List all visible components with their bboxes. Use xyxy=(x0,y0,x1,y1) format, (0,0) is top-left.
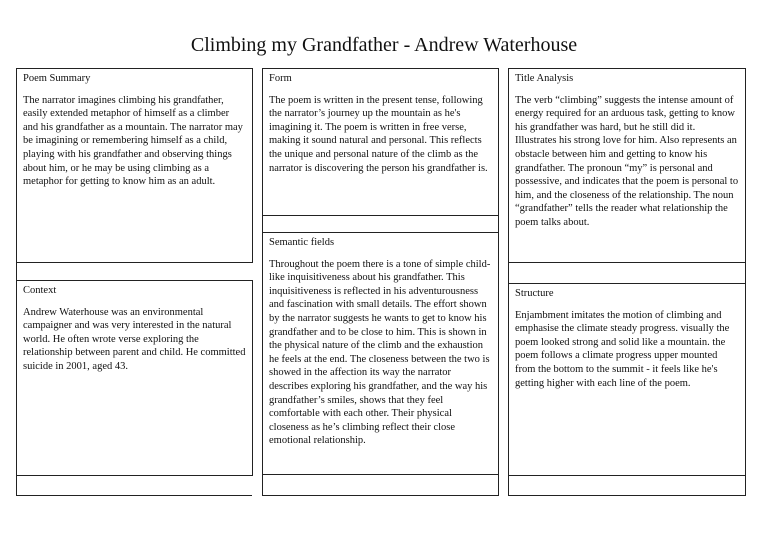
context-text: Andrew Waterhouse was an environmental campaigner and was very interested in the natural world. He often wrote verse exploring the relationship between parent and child. He committed suicide in 2001, aged 43. xyxy=(23,306,246,372)
poem-summary-box xyxy=(16,68,253,263)
title-analysis-box xyxy=(508,68,746,263)
title-analysis-heading: Title Analysis xyxy=(515,73,574,84)
structure-text: Enjambment imitates the motion of climbing and emphasise the climate steady progress. visually the poem looked strong and solid like a mountain. the poem follows a climate progress upper mounted from the bottom to the summit - it feels like he's getting higher with each line of the poem. xyxy=(515,309,730,389)
poem-summary-heading: Poem Summary xyxy=(23,73,91,84)
title-analysis-text: The verb “climbing” suggests the intense amount of energy required for an arduous task, getting to know his grandfather was hard, but he still did it. Illustrates his strong love for him. Also represents an obstacle between him and getting to know his grandfather. The pronoun “my” is personal and possessive, and indicates that the poem is personal to him, and the closeness of the relationship. The noun “grandfather” tells the reader what relationship the poem talks about. xyxy=(515,94,739,228)
form-text: The poem is written in the present tense, following the narrator’s journey up the mountain as he's imagining it. The poem is written in free verse, making it sound natural and personal. This reflects the unique and personal nature of the climb as the narrator is discovering the person his grandfather is. xyxy=(269,94,488,174)
semantic-fields-box xyxy=(262,232,499,475)
right-frame-bottom xyxy=(508,495,746,496)
page-title: Climbing my Grandfather - Andrew Waterhouse xyxy=(190,34,578,56)
mid-frame-bottom xyxy=(262,495,499,496)
structure-heading: Structure xyxy=(515,288,554,299)
poem-summary-text: The narrator imagines climbing his grandfather, easily extended metaphor of himself as a climber and his grandfather as a mountain. The narrator may be imagining or remembering himself as a child, playing with his grandfather and observing things about him, or he may be using climbing as a metaphor for getting to know him as an adult. xyxy=(23,94,243,188)
structure-box xyxy=(508,283,746,476)
form-box xyxy=(262,68,499,216)
context-heading: Context xyxy=(23,285,57,296)
semantic-fields-text: Throughout the poem there is a tone of simple child-like inquisitiveness about his grandfather. This inquisitiveness is reflected in his adventurousness and fascination with small details. The effort shown by the narrator suggests he wants to get to know his grandfather and to be close to him. This is shown in the physical nature of the climb and the exhaustion he feels at the end. The closeness between the two is showed in the affection its way the narrator describes exploring his grandfather, and the way his grandfather’s smiles, shows that they feel comfortable with each other. Their physical closeness as he’s climbing reflect their close emotional relationship. xyxy=(269,258,491,447)
form-heading: Form xyxy=(269,73,292,84)
context-box xyxy=(16,280,253,476)
left-frame-bottom xyxy=(16,495,252,496)
semantic-fields-heading: Semantic fields xyxy=(269,237,335,248)
